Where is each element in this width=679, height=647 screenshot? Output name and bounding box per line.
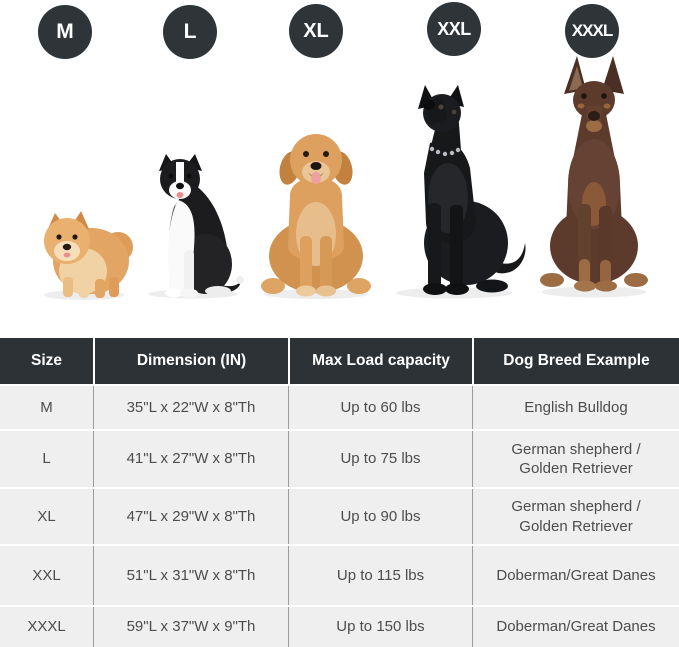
header-size: Size xyxy=(0,338,93,384)
header-dimension: Dimension (IN) xyxy=(93,338,288,384)
table-row xyxy=(0,386,679,429)
doberman-photo xyxy=(538,54,650,299)
size-badge-xxxl xyxy=(565,4,619,58)
size-table xyxy=(0,338,679,647)
size-badge-label: XL xyxy=(303,19,329,42)
cell-breed: German shepherd / Golden Retriever xyxy=(472,431,679,487)
cell-capacity: Up to 150 lbs xyxy=(288,607,472,647)
header-capacity: Max Load capacity xyxy=(288,338,472,384)
table-row xyxy=(0,546,679,605)
table-row xyxy=(0,607,679,647)
cell-dimension: 41"L x 27"W x 8"Th xyxy=(93,431,288,487)
size-badge-label: L xyxy=(183,20,197,43)
table-row xyxy=(0,431,679,487)
cell-dimension: 59"L x 37"W x 9"Th xyxy=(93,607,288,647)
cell-breed: German shepherd / Golden Retriever xyxy=(472,489,679,544)
cell-capacity: Up to 115 lbs xyxy=(288,546,472,605)
cell-size: XXL xyxy=(0,546,93,605)
cell-dimension: 35"L x 22"W x 8"Th xyxy=(93,386,288,429)
cell-capacity: Up to 75 lbs xyxy=(288,431,472,487)
cell-size: L xyxy=(0,431,93,487)
table-row xyxy=(0,489,679,544)
cell-breed: Doberman/Great Danes xyxy=(472,546,679,605)
cell-dimension: 51"L x 31"W x 8"Th xyxy=(93,546,288,605)
table-header-row xyxy=(0,338,679,384)
border-collie-photo xyxy=(138,152,245,299)
size-badge-l xyxy=(163,5,217,59)
cell-size: XXXL xyxy=(0,607,93,647)
cell-size: M xyxy=(0,386,93,429)
cell-breed: English Bulldog xyxy=(472,386,679,429)
cell-capacity: Up to 90 lbs xyxy=(288,489,472,544)
size-badge-m xyxy=(38,5,92,59)
golden-retriever-photo xyxy=(260,126,372,301)
cell-size: XL xyxy=(0,489,93,544)
pomeranian-photo xyxy=(33,205,135,300)
cell-capacity: Up to 60 lbs xyxy=(288,386,472,429)
size-badge-xl xyxy=(289,4,343,58)
cell-dimension: 47"L x 29"W x 8"Th xyxy=(93,489,288,544)
great-dane-photo xyxy=(388,83,530,300)
cell-breed: Doberman/Great Danes xyxy=(472,607,679,647)
size-badge-label: XXXL xyxy=(571,21,613,40)
size-badge-label: M xyxy=(56,20,74,43)
size-badge-label: XXL xyxy=(437,18,471,39)
size-badge-xxl xyxy=(427,2,481,56)
header-breed: Dog Breed Example xyxy=(472,338,679,384)
